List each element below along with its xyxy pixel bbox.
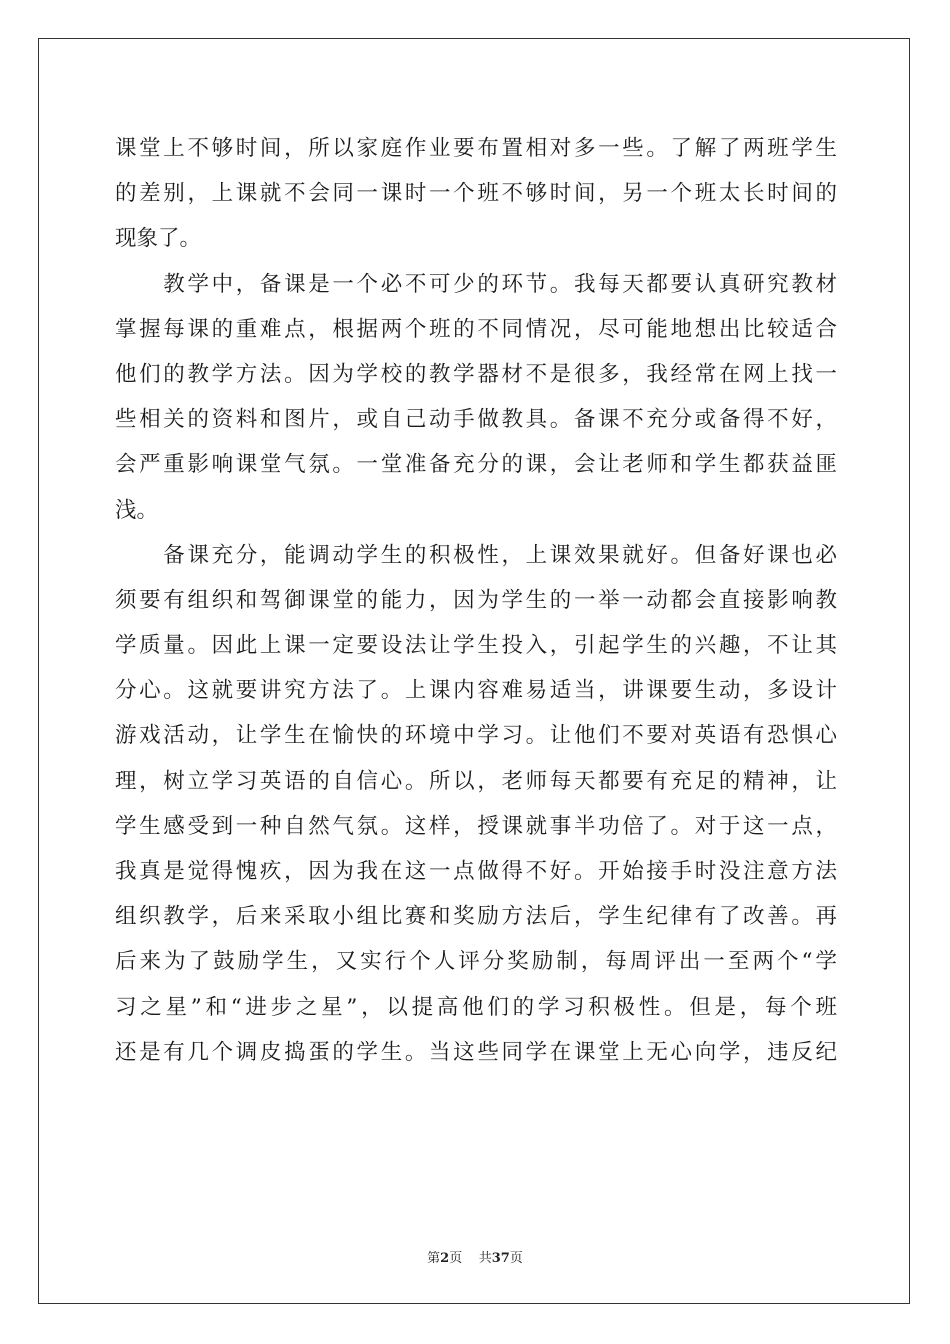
body-text (115, 126, 837, 1075)
footer-page-suffix: 页 (449, 1251, 463, 1266)
text-line: 还是有几个调皮捣蛋的学生。当这些同学在课堂上无心向学，违反纪 (115, 1039, 837, 1065)
text-line: 学质量。因此上课一定要设法让学生投入，引起学生的兴趣，不让其 (115, 633, 837, 659)
text-line: 浅。 (115, 497, 159, 523)
text-line: 些相关的资料和图片，或自己动手做教具。备课不充分或备得不好， (115, 407, 837, 433)
text-line: 会严重影响课堂气氛。一堂准备充分的课，会让老师和学生都获益匪 (115, 452, 837, 478)
text-line: 后来为了鼓励学生，又实行个人评分奖励制，每周评出一至两个“学 (115, 949, 837, 975)
text-line: 现象了。 (115, 226, 202, 252)
text-line: 课堂上不够时间，所以家庭作业要布置相对多一些。了解了两班学生 (115, 136, 837, 161)
text-line: 习之星”和“进步之星”，以提高他们的学习积极性。但是，每个班 (115, 994, 837, 1020)
footer-page-current: 2 (440, 1251, 450, 1266)
text-line: 他们的教学方法。因为学校的教学器材不是很多，我经常在网上找一 (115, 361, 837, 387)
text-line: 学生感受到一种自然气氛。这样，授课就事半功倍了。对于这一点， (115, 813, 837, 839)
footer-page-total: 37 (491, 1251, 510, 1266)
footer-total-suffix: 页 (509, 1251, 523, 1266)
text-line: 分心。这就要讲究方法了。上课内容难易适当，讲课要生动，多设计 (115, 678, 837, 704)
text-line: 掌握每课的重难点，根据两个班的不同情况，尽可能地想出比较适合 (115, 316, 837, 342)
footer-total-prefix: 共 (478, 1251, 492, 1266)
text-line: 游戏活动，让学生在愉快的环境中学习。让他们不要对英语有恐惧心 (115, 723, 837, 749)
text-line: 组织教学，后来采取小组比赛和奖励方法后，学生纪律有了改善。再 (115, 904, 837, 930)
footer-page-prefix: 第 (427, 1251, 441, 1266)
text-line: 教学中，备课是一个必不可少的环节。我每天都要认真研究教材 (115, 271, 837, 297)
text-line: 理，树立学习英语的自信心。所以，老师每天都要有充足的精神，让 (115, 768, 837, 794)
text-line: 须要有组织和驾御课堂的能力，因为学生的一举一动都会直接影响教 (115, 587, 837, 613)
page-footer (0, 1247, 950, 1266)
text-line: 我真是觉得愧疚，因为我在这一点做得不好。开始接手时没注意方法 (115, 859, 837, 884)
text-line: 的差别，上课就不会同一课时一个班不够时间，另一个班太长时间的 (115, 181, 837, 207)
text-line: 备课充分，能调动学生的积极性，上课效果就好。但备好课也必 (115, 542, 837, 568)
